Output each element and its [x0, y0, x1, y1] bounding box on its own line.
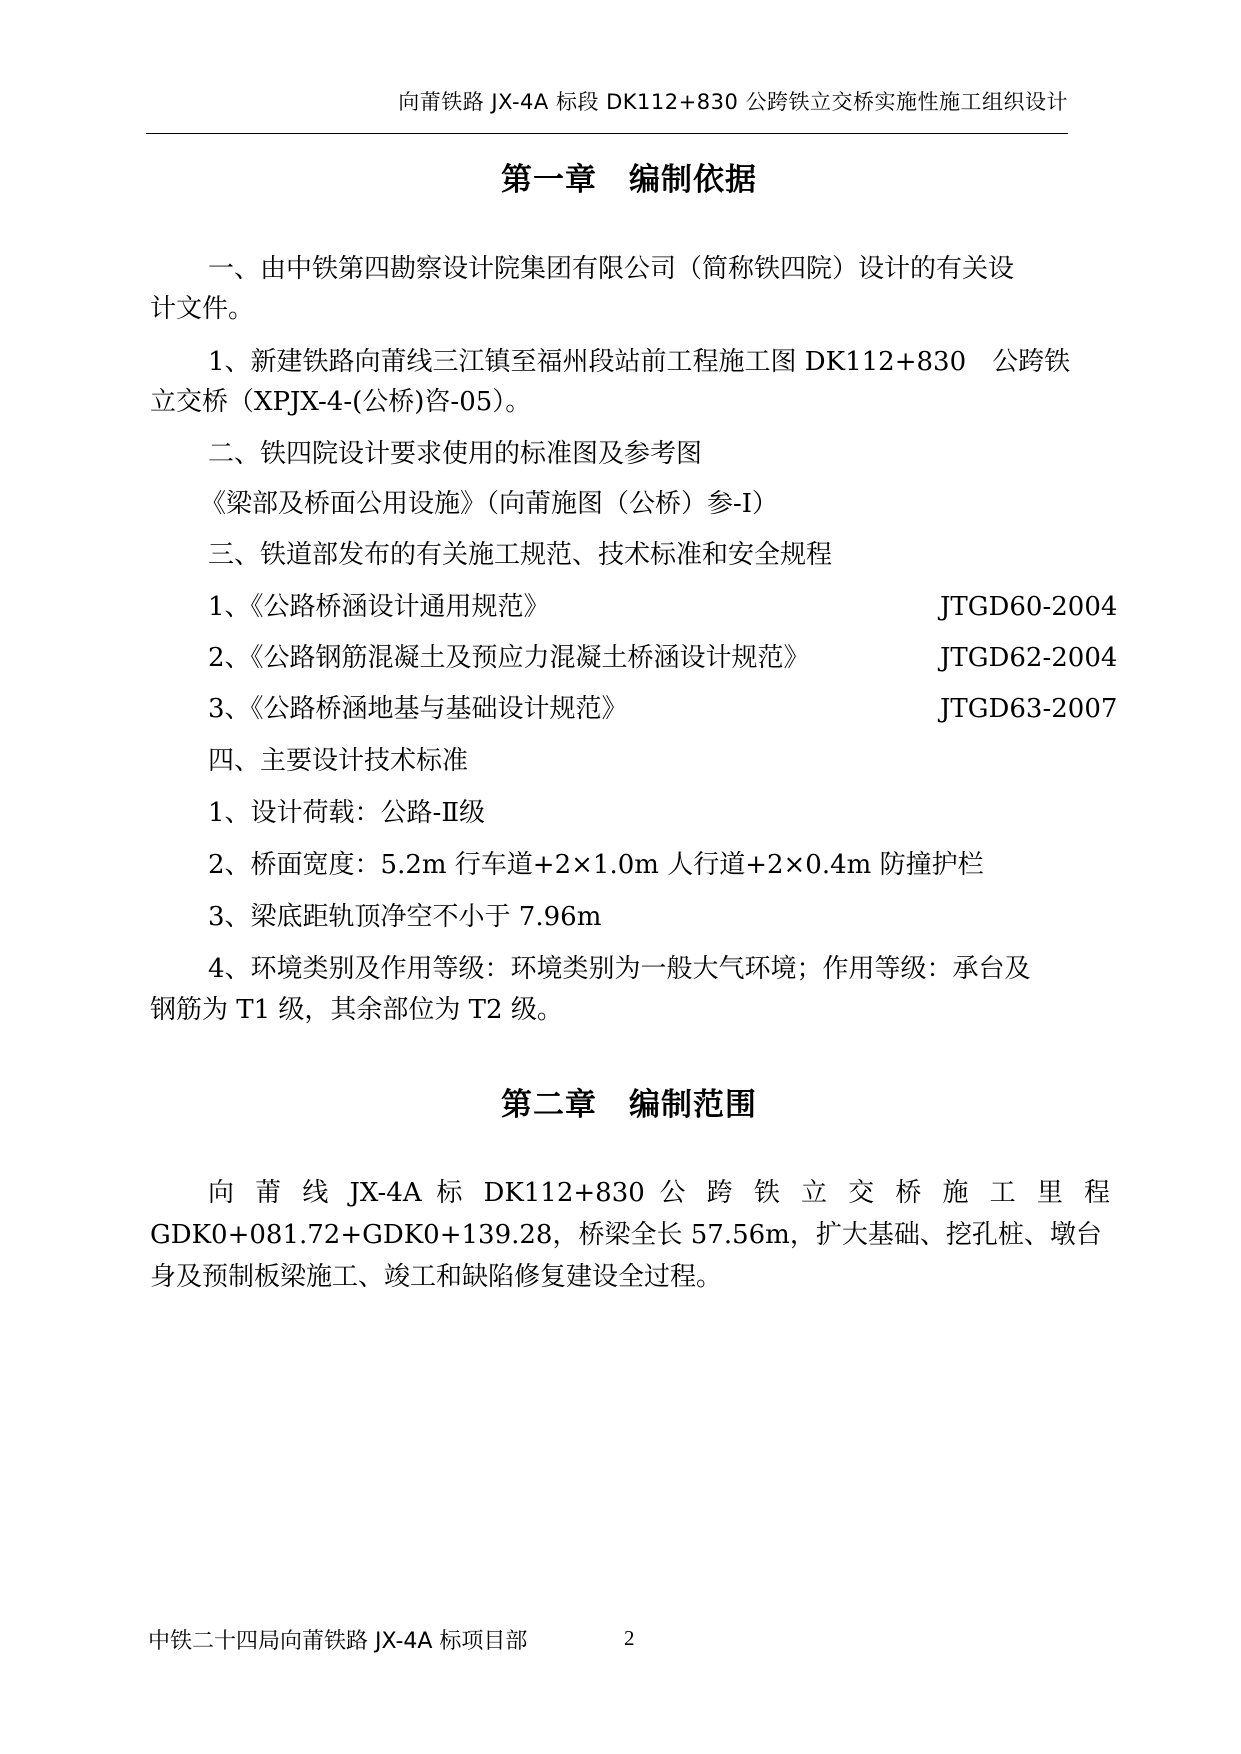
paragraph-2-line-1: 1、新建铁路向莆线三江镇至福州段站前工程施工图 DK112+830 公跨铁 — [208, 347, 1071, 377]
paragraph-4: 《梁部及桥面公用设施》（向莆施图（公桥）参-Ⅰ） — [200, 489, 779, 519]
page-number: 2 — [624, 1626, 635, 1650]
page-header: 向莆铁路 JX-4A 标段 DK112+830 公跨铁立交桥实施性施工组织设计 — [398, 90, 1068, 114]
chapter-2-text-line-3: 身及预制板梁施工、竣工和缺陷修复建设全过程。 — [150, 1262, 723, 1292]
spec-code: JTGD62-2004 — [940, 643, 1118, 673]
chapter-1-title: 第一章 编制依据 — [501, 162, 757, 198]
paragraph-10-line-2: 钢筋为 T1 级，其余部位为 T2 级。 — [150, 995, 563, 1025]
header-rule — [146, 133, 1068, 134]
spec-name: 2、《公路钢筋混凝土及预应力混凝土桥涵设计规范》 — [208, 643, 810, 673]
paragraph-2-line-2: 立交桥（XPJX-4-(公桥)咨-05）。 — [150, 387, 532, 417]
chapter-2-text-line-2: GDK0+081.72+GDK0+139.28，桥梁全长 57.56m，扩大基础、挖孔桩、墩台 — [150, 1220, 1102, 1250]
footer-organization: 中铁二十四局向莆铁路 JX-4A 标项目部 — [148, 1629, 528, 1654]
paragraph-8: 2、桥面宽度：5.2m 行车道+2×1.0m 人行道+2×0.4m 防撞护栏 — [208, 850, 984, 880]
paragraph-1-line-2: 计文件。 — [150, 294, 255, 324]
paragraph-3: 二、铁四院设计要求使用的标准图及参考图 — [208, 439, 703, 469]
chapter-2-title: 第二章 编制范围 — [501, 1087, 757, 1123]
spec-name: 1、《公路桥涵设计通用规范》 — [208, 592, 550, 622]
spec-code: JTGD60-2004 — [940, 592, 1118, 622]
spec-code: JTGD63-2007 — [940, 694, 1118, 724]
chapter-2-text-line-1: 向 莆 线 JX-4A 标 DK112+830 公 跨 铁 立 交 桥 施 工 里 程 — [208, 1178, 1110, 1208]
paragraph-9: 3、梁底距轨顶净空不小于 7.96m — [208, 902, 602, 932]
paragraph-10-line-1: 4、环境类别及作用等级：环境类别为一般大气环境；作用等级：承台及 — [208, 954, 1031, 984]
spec-name: 3、《公路桥涵地基与基础设计规范》 — [208, 694, 628, 724]
paragraph-1-line-1: 一、由中铁第四勘察设计院集团有限公司（简称铁四院）设计的有关设 — [208, 254, 1015, 284]
paragraph-7: 1、设计荷载：公路-Ⅱ级 — [208, 798, 485, 828]
paragraph-6: 四、主要设计技术标准 — [208, 746, 469, 776]
paragraph-5: 三、铁道部发布的有关施工规范、技术标准和安全规程 — [208, 540, 833, 570]
